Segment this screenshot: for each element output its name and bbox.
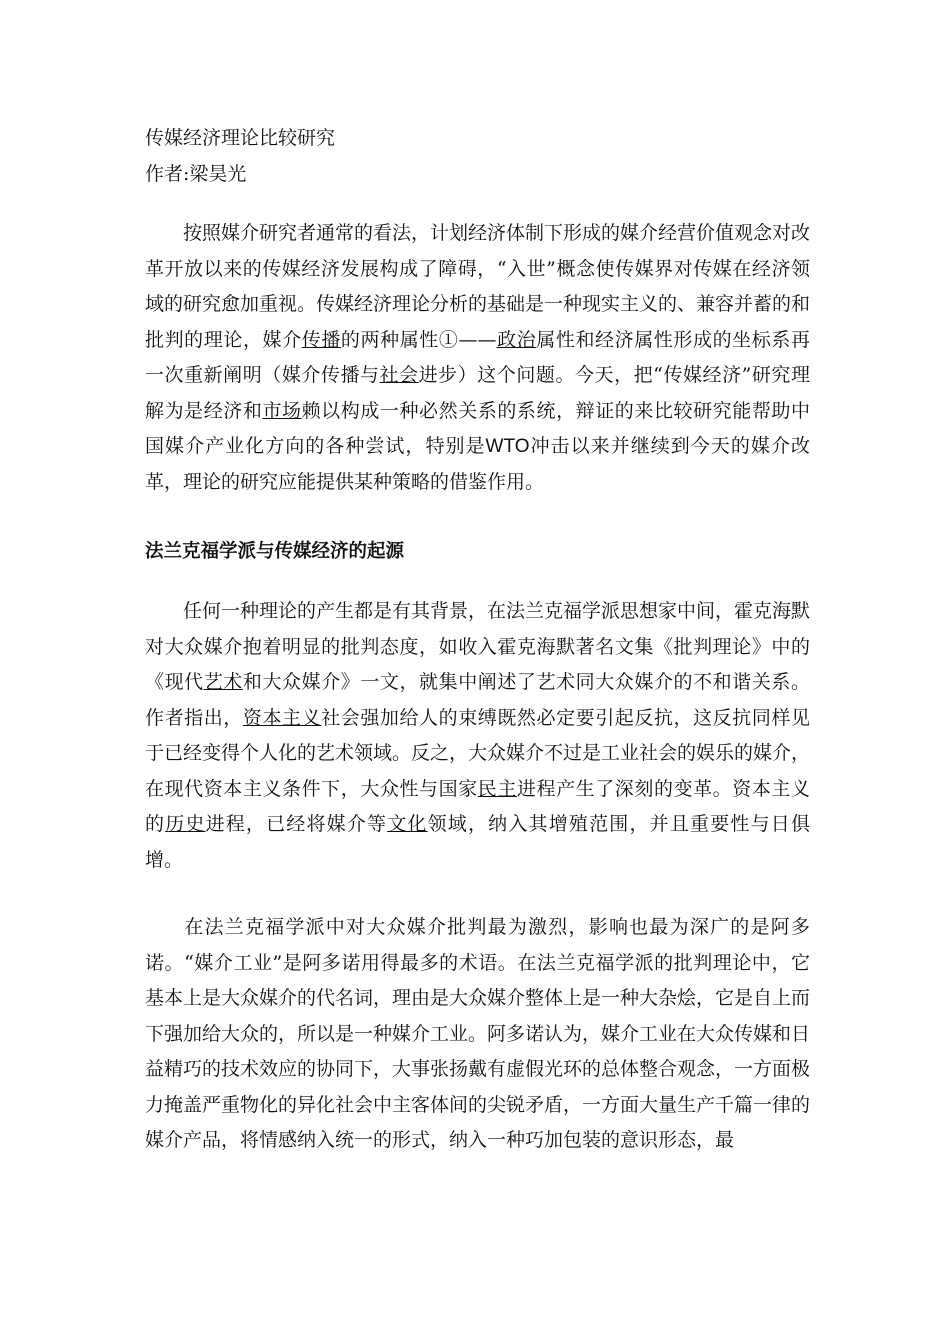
p2-text-1: 任何一种理论的产生都是有其背景，在法兰克福学派思想家中间，霍克海默对大众媒介抱着明显的批判态度，如收入霍克海默著名文集《批判理论》中的《现代 xyxy=(145,600,811,693)
intro-text-3: 属性和经济属性形成的坐标系再一次重新阐明（媒介传播与 xyxy=(145,328,810,386)
document-author: 作者:梁昊光 xyxy=(145,163,247,185)
intro-text-2: 的两种属性①—— xyxy=(340,328,497,351)
p2-text-2: 和大众媒介》一文，就集中阐述了艺术同大众媒介的不和谐关系。作者指出， xyxy=(145,671,810,729)
p2-text-6: 领域，纳入其增殖范围，并且重要性与日俱增。 xyxy=(145,813,810,871)
link-minzhu[interactable]: 民主 xyxy=(477,777,517,800)
p3-text: 在法兰克福学派中对大众媒介批判最为激烈，影响也最为深广的是阿多诺。“媒介工业”是阿多诺用得最多的术语。在法兰克福学派的批判理论中，它基本上是大众媒介的代名词，理由是大众媒介整体上是一种大杂烩，它是自上而下强加给大众的，所以是一种媒介工业。阿多诺认为，媒介工业在大众传媒和日益精巧的技术效应的协同下，大事张扬戴有虚假光环的总体整合观念，一方面极力掩盖严重物化的异化社会中主客体间的尖锐矛盾，一方面大量生产千篇一律的媒介产品，将情感纳入统一的形式，纳入一种巧加包装的意识形态，最 xyxy=(145,916,811,1151)
link-shichang[interactable]: 市场 xyxy=(262,399,302,422)
link-wenhua[interactable]: 文化 xyxy=(387,813,428,835)
link-yishu[interactable]: 艺术 xyxy=(203,671,243,693)
p2-text-5: 进程，已经将媒介等 xyxy=(205,813,388,835)
section-heading: 法兰克福学派与传媒经济的起源 xyxy=(145,541,405,562)
section-paragraph-2 xyxy=(145,910,810,1159)
intro-paragraph xyxy=(145,216,810,500)
intro-text-6: 冲击以来并继续到今天的媒介改革，理论的研究应能提供某种策略的借鉴作用。 xyxy=(145,435,810,493)
link-chuanbo[interactable]: 传播 xyxy=(301,328,341,351)
section-paragraph-1 xyxy=(145,594,810,878)
intro-text-1: 按照媒介研究者通常的看法，计划经济体制下形成的媒介经营价值观念对改革开放以来的传媒经济发展构成了障碍，“入世”概念使传媒界对传媒在经济领域的研究愈加重视。传媒经济理论分析的基础是一种现实主义的、兼容并蓄的和批判的理论，媒介 xyxy=(145,222,811,351)
link-zibenzhuyi[interactable]: 资本主义 xyxy=(242,706,322,729)
link-lishi[interactable]: 历史 xyxy=(165,813,206,835)
document-title: 传媒经济理论比较研究 xyxy=(145,127,336,149)
wto-text: WTO xyxy=(485,436,530,457)
p2-text-4: 进程产生了深刻的变革。资本主义的 xyxy=(145,777,810,835)
link-shehui[interactable]: 社会 xyxy=(379,364,419,386)
link-zhengzhi[interactable]: 政治 xyxy=(496,328,537,351)
intro-text-4: 进步）这个问题。今天，把“传媒经济”研究理解为是经济和 xyxy=(145,364,810,422)
p2-text-3: 社会强加给人的束缚既然必定要引起反抗，这反抗同样见于已经变得个人化的艺术领域。反之，大众媒介不过是工业社会的娱乐的媒介，在现代资本主义条件下，大众性与国家 xyxy=(145,706,811,800)
intro-text-5: 赖以构成一种必然关系的系统，辩证的来比较研究能帮助中国媒介产业化方向的各种尝试，特别是 xyxy=(145,399,810,457)
